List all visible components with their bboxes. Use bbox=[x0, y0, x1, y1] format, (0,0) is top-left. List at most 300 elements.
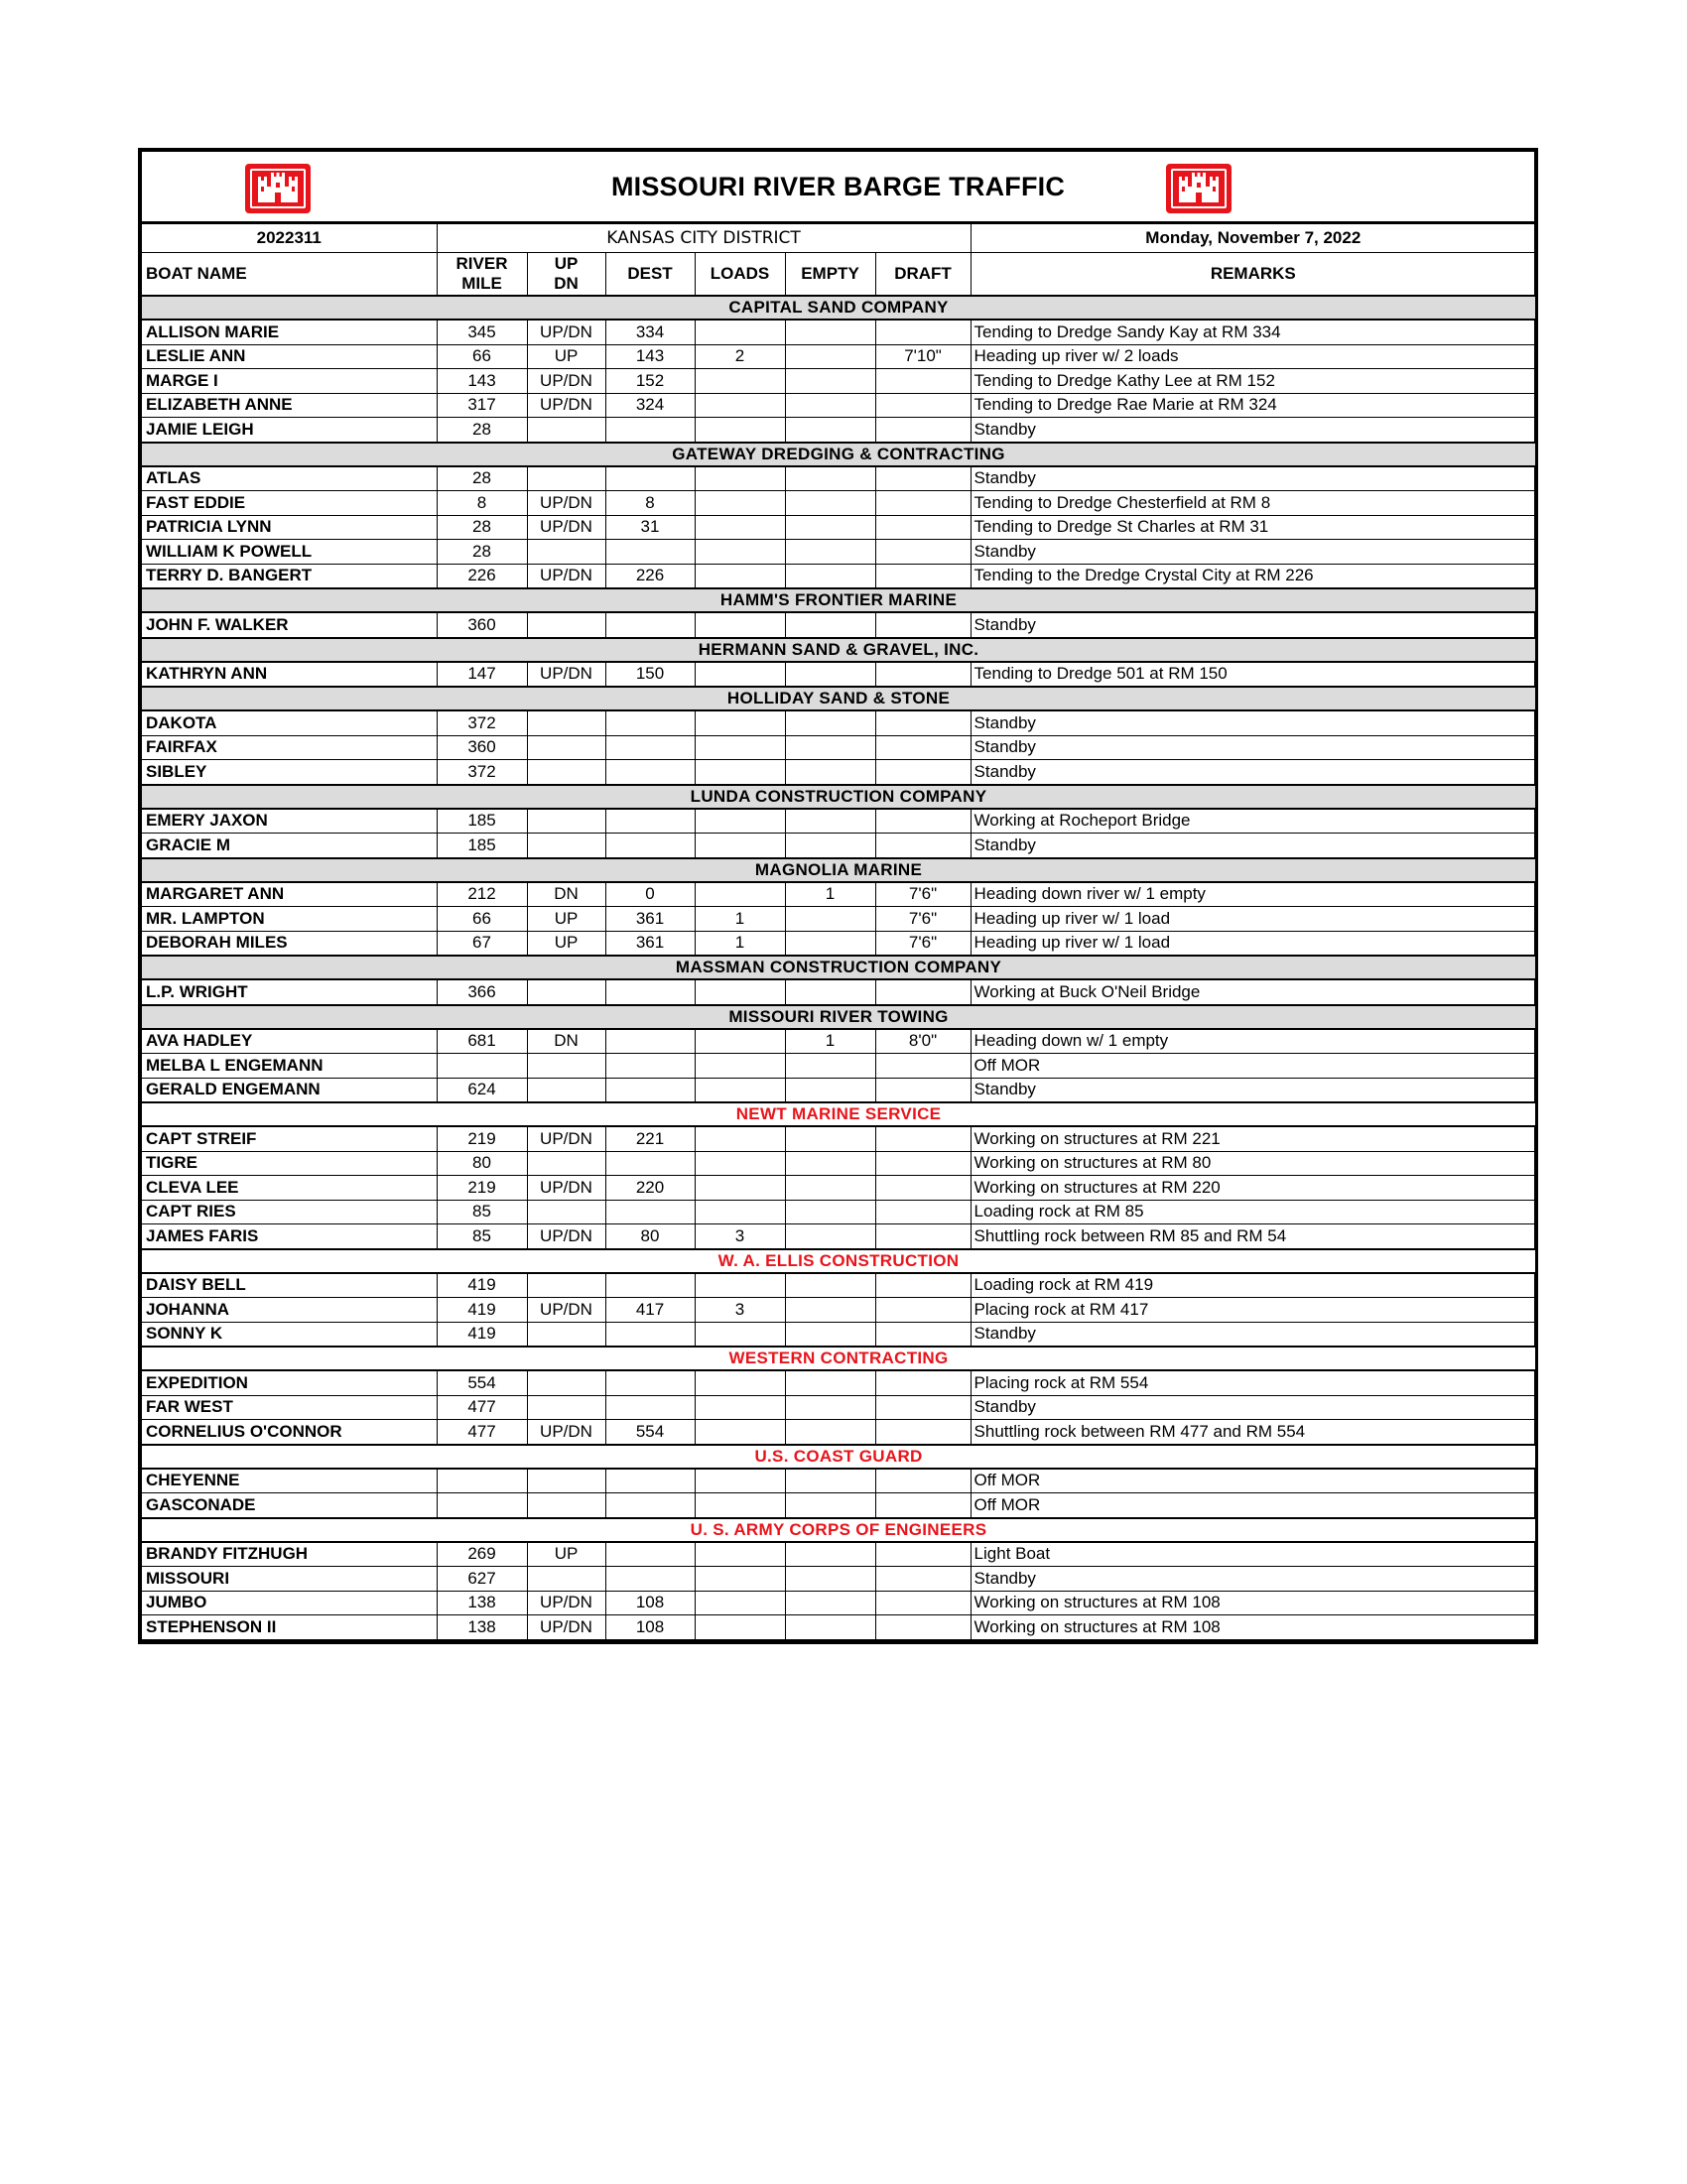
boat-row bbox=[142, 344, 1535, 369]
cell-boat-name: GERALD ENGEMANN bbox=[142, 1078, 437, 1102]
cell-up-dn bbox=[527, 1078, 605, 1102]
boat-row bbox=[142, 1176, 1535, 1201]
cell-dest bbox=[605, 710, 695, 735]
cell-river-mile: 419 bbox=[437, 1273, 527, 1298]
cell-empty bbox=[785, 1420, 875, 1445]
cell-river-mile: 345 bbox=[437, 320, 527, 344]
cell-river-mile: 269 bbox=[437, 1542, 527, 1567]
cell-up-dn: UP/DN bbox=[527, 1176, 605, 1201]
cell-loads bbox=[695, 1469, 785, 1493]
cell-draft bbox=[875, 564, 971, 588]
cell-draft bbox=[875, 1298, 971, 1323]
cell-empty bbox=[785, 735, 875, 760]
company-header bbox=[142, 1102, 1535, 1126]
cell-river-mile: 8 bbox=[437, 491, 527, 516]
cell-boat-name: TIGRE bbox=[142, 1151, 437, 1176]
cell-draft: 7'6" bbox=[875, 907, 971, 932]
cell-loads: 2 bbox=[695, 344, 785, 369]
cell-river-mile: 28 bbox=[437, 418, 527, 443]
cell-empty bbox=[785, 1224, 875, 1249]
cell-draft bbox=[875, 1200, 971, 1224]
cell-boat-name: CORNELIUS O'CONNOR bbox=[142, 1420, 437, 1445]
boat-row bbox=[142, 1420, 1535, 1445]
boat-row bbox=[142, 1126, 1535, 1151]
cell-draft bbox=[875, 809, 971, 834]
cell-remarks: Standby bbox=[971, 1567, 1535, 1592]
boat-row bbox=[142, 1298, 1535, 1323]
cell-up-dn: UP/DN bbox=[527, 1420, 605, 1445]
cell-up-dn: UP/DN bbox=[527, 564, 605, 588]
col-river-mile: RIVER MILE bbox=[437, 253, 527, 297]
cell-loads bbox=[695, 1176, 785, 1201]
cell-dest: 361 bbox=[605, 931, 695, 956]
cell-boat-name: MISSOURI bbox=[142, 1567, 437, 1592]
cell-boat-name: CHEYENNE bbox=[142, 1469, 437, 1493]
boat-row bbox=[142, 1200, 1535, 1224]
cell-boat-name: JUMBO bbox=[142, 1591, 437, 1615]
cell-boat-name: MELBA L ENGEMANN bbox=[142, 1054, 437, 1079]
cell-up-dn bbox=[527, 1200, 605, 1224]
cell-boat-name: CAPT RIES bbox=[142, 1200, 437, 1224]
cell-up-dn: UP/DN bbox=[527, 1224, 605, 1249]
cell-river-mile: 66 bbox=[437, 344, 527, 369]
boat-row bbox=[142, 515, 1535, 540]
col-boat-name: BOAT NAME bbox=[142, 253, 437, 297]
cell-draft bbox=[875, 393, 971, 418]
cell-boat-name: JOHN F. WALKER bbox=[142, 612, 437, 638]
cell-loads: 3 bbox=[695, 1298, 785, 1323]
cell-loads bbox=[695, 760, 785, 785]
cell-up-dn: DN bbox=[527, 882, 605, 907]
cell-river-mile: 143 bbox=[437, 369, 527, 394]
cell-remarks: Working on structures at RM 80 bbox=[971, 1151, 1535, 1176]
cell-draft bbox=[875, 612, 971, 638]
boat-row bbox=[142, 907, 1535, 932]
cell-dest: 8 bbox=[605, 491, 695, 516]
cell-loads bbox=[695, 979, 785, 1005]
cell-remarks: Working at Buck O'Neil Bridge bbox=[971, 979, 1535, 1005]
company-header bbox=[142, 1249, 1535, 1273]
cell-river-mile: 419 bbox=[437, 1298, 527, 1323]
cell-remarks: Working on structures at RM 108 bbox=[971, 1615, 1535, 1640]
boat-row bbox=[142, 1322, 1535, 1347]
company-name: MISSOURI RIVER TOWING bbox=[142, 1005, 1535, 1029]
cell-dest bbox=[605, 1029, 695, 1054]
cell-dest bbox=[605, 540, 695, 565]
cell-boat-name: STEPHENSON II bbox=[142, 1615, 437, 1640]
company-name: U. S. ARMY CORPS OF ENGINEERS bbox=[142, 1518, 1535, 1542]
cell-remarks: Tending to Dredge Kathy Lee at RM 152 bbox=[971, 369, 1535, 394]
boat-row bbox=[142, 1615, 1535, 1640]
cell-remarks: Loading rock at RM 419 bbox=[971, 1273, 1535, 1298]
cell-river-mile bbox=[437, 1493, 527, 1518]
cell-river-mile: 219 bbox=[437, 1126, 527, 1151]
cell-dest bbox=[605, 466, 695, 491]
cell-draft bbox=[875, 1224, 971, 1249]
cell-loads bbox=[695, 1493, 785, 1518]
cell-loads bbox=[695, 834, 785, 858]
cell-up-dn: UP/DN bbox=[527, 515, 605, 540]
cell-empty bbox=[785, 710, 875, 735]
cell-draft bbox=[875, 1176, 971, 1201]
cell-up-dn: UP/DN bbox=[527, 662, 605, 688]
cell-river-mile: 138 bbox=[437, 1615, 527, 1640]
cell-remarks: Tending to the Dredge Crystal City at RM 226 bbox=[971, 564, 1535, 588]
cell-empty bbox=[785, 1395, 875, 1420]
boat-row bbox=[142, 1370, 1535, 1395]
cell-remarks: Shuttling rock between RM 477 and RM 554 bbox=[971, 1420, 1535, 1445]
cell-remarks: Standby bbox=[971, 735, 1535, 760]
cell-dest: 221 bbox=[605, 1126, 695, 1151]
cell-remarks: Heading down w/ 1 empty bbox=[971, 1029, 1535, 1054]
cell-river-mile bbox=[437, 1469, 527, 1493]
cell-river-mile: 681 bbox=[437, 1029, 527, 1054]
boat-row bbox=[142, 1054, 1535, 1079]
boat-row bbox=[142, 612, 1535, 638]
cell-boat-name: JAMES FARIS bbox=[142, 1224, 437, 1249]
cell-dest bbox=[605, 1395, 695, 1420]
cell-dest: 80 bbox=[605, 1224, 695, 1249]
cell-empty bbox=[785, 979, 875, 1005]
cell-boat-name: BRANDY FITZHUGH bbox=[142, 1542, 437, 1567]
cell-draft: 8'0" bbox=[875, 1029, 971, 1054]
cell-loads bbox=[695, 612, 785, 638]
cell-up-dn bbox=[527, 809, 605, 834]
boat-row bbox=[142, 931, 1535, 956]
cell-loads bbox=[695, 466, 785, 491]
cell-loads bbox=[695, 809, 785, 834]
cell-remarks: Standby bbox=[971, 540, 1535, 565]
cell-dest bbox=[605, 1200, 695, 1224]
cell-loads bbox=[695, 1370, 785, 1395]
cell-remarks: Working at Rocheport Bridge bbox=[971, 809, 1535, 834]
cell-draft bbox=[875, 1542, 971, 1567]
cell-boat-name: PATRICIA LYNN bbox=[142, 515, 437, 540]
cell-up-dn bbox=[527, 540, 605, 565]
cell-boat-name: TERRY D. BANGERT bbox=[142, 564, 437, 588]
cell-draft bbox=[875, 1054, 971, 1079]
cell-empty bbox=[785, 1322, 875, 1347]
company-header bbox=[142, 785, 1535, 809]
cell-loads: 3 bbox=[695, 1224, 785, 1249]
cell-empty: 1 bbox=[785, 882, 875, 907]
cell-dest: 417 bbox=[605, 1298, 695, 1323]
cell-draft bbox=[875, 1273, 971, 1298]
cell-draft bbox=[875, 979, 971, 1005]
company-name: NEWT MARINE SERVICE bbox=[142, 1102, 1535, 1126]
boat-row bbox=[142, 540, 1535, 565]
cell-dest bbox=[605, 418, 695, 443]
cell-boat-name: DAKOTA bbox=[142, 710, 437, 735]
cell-boat-name: ELIZABETH ANNE bbox=[142, 393, 437, 418]
cell-river-mile: 366 bbox=[437, 979, 527, 1005]
cell-remarks: Working on structures at RM 108 bbox=[971, 1591, 1535, 1615]
cell-river-mile: 419 bbox=[437, 1322, 527, 1347]
company-name: LUNDA CONSTRUCTION COMPANY bbox=[142, 785, 1535, 809]
cell-dest: 143 bbox=[605, 344, 695, 369]
cell-up-dn: DN bbox=[527, 1029, 605, 1054]
cell-river-mile: 66 bbox=[437, 907, 527, 932]
col-draft: DRAFT bbox=[875, 253, 971, 297]
cell-dest bbox=[605, 1322, 695, 1347]
cell-up-dn bbox=[527, 760, 605, 785]
company-header bbox=[142, 638, 1535, 662]
cell-draft bbox=[875, 369, 971, 394]
cell-boat-name: LESLIE ANN bbox=[142, 344, 437, 369]
cell-river-mile bbox=[437, 1054, 527, 1079]
cell-loads bbox=[695, 491, 785, 516]
cell-boat-name: FAST EDDIE bbox=[142, 491, 437, 516]
cell-loads bbox=[695, 882, 785, 907]
cell-empty bbox=[785, 931, 875, 956]
cell-empty bbox=[785, 1078, 875, 1102]
boat-row bbox=[142, 1542, 1535, 1567]
cell-up-dn bbox=[527, 1054, 605, 1079]
boat-row bbox=[142, 320, 1535, 344]
boat-row bbox=[142, 1224, 1535, 1249]
cell-boat-name: DEBORAH MILES bbox=[142, 931, 437, 956]
cell-empty bbox=[785, 515, 875, 540]
cell-river-mile: 624 bbox=[437, 1078, 527, 1102]
boat-row bbox=[142, 1078, 1535, 1102]
cell-up-dn: UP/DN bbox=[527, 491, 605, 516]
cell-loads bbox=[695, 1591, 785, 1615]
cell-dest bbox=[605, 1542, 695, 1567]
cell-empty bbox=[785, 662, 875, 688]
cell-remarks: Tending to Dredge Chesterfield at RM 8 bbox=[971, 491, 1535, 516]
cell-boat-name: FAIRFAX bbox=[142, 735, 437, 760]
cell-river-mile: 477 bbox=[437, 1395, 527, 1420]
cell-up-dn: UP/DN bbox=[527, 1126, 605, 1151]
company-header bbox=[142, 1445, 1535, 1469]
barge-traffic-report bbox=[138, 148, 1538, 1644]
district-name: KANSAS CITY DISTRICT bbox=[437, 224, 971, 253]
cell-draft bbox=[875, 760, 971, 785]
cell-up-dn bbox=[527, 418, 605, 443]
cell-up-dn bbox=[527, 1322, 605, 1347]
cell-dest: 108 bbox=[605, 1591, 695, 1615]
cell-empty bbox=[785, 907, 875, 932]
cell-boat-name: SIBLEY bbox=[142, 760, 437, 785]
company-name: GATEWAY DREDGING & CONTRACTING bbox=[142, 443, 1535, 466]
cell-loads bbox=[695, 662, 785, 688]
cell-up-dn bbox=[527, 735, 605, 760]
cell-empty bbox=[785, 1370, 875, 1395]
cell-loads bbox=[695, 1322, 785, 1347]
col-up-dn: UP DN bbox=[527, 253, 605, 297]
boat-row bbox=[142, 834, 1535, 858]
cell-river-mile: 85 bbox=[437, 1200, 527, 1224]
cell-loads bbox=[695, 710, 785, 735]
cell-remarks: Loading rock at RM 85 bbox=[971, 1200, 1535, 1224]
cell-loads bbox=[695, 515, 785, 540]
boat-row bbox=[142, 466, 1535, 491]
cell-river-mile: 185 bbox=[437, 809, 527, 834]
cell-boat-name: AVA HADLEY bbox=[142, 1029, 437, 1054]
boat-row bbox=[142, 1469, 1535, 1493]
cell-boat-name: EMERY JAXON bbox=[142, 809, 437, 834]
cell-dest bbox=[605, 1469, 695, 1493]
col-loads: LOADS bbox=[695, 253, 785, 297]
cell-up-dn: UP/DN bbox=[527, 393, 605, 418]
cell-boat-name: KATHRYN ANN bbox=[142, 662, 437, 688]
boat-row bbox=[142, 710, 1535, 735]
cell-empty bbox=[785, 1200, 875, 1224]
boat-row bbox=[142, 564, 1535, 588]
boat-row bbox=[142, 809, 1535, 834]
cell-remarks: Heading up river w/ 2 loads bbox=[971, 344, 1535, 369]
cell-boat-name: MARGE I bbox=[142, 369, 437, 394]
cell-dest: 226 bbox=[605, 564, 695, 588]
boat-row bbox=[142, 1151, 1535, 1176]
cell-boat-name: WILLIAM K POWELL bbox=[142, 540, 437, 565]
company-name: WESTERN CONTRACTING bbox=[142, 1347, 1535, 1370]
cell-draft bbox=[875, 320, 971, 344]
cell-dest: 0 bbox=[605, 882, 695, 907]
cell-dest: 324 bbox=[605, 393, 695, 418]
cell-loads bbox=[695, 540, 785, 565]
cell-river-mile: 317 bbox=[437, 393, 527, 418]
cell-draft bbox=[875, 1591, 971, 1615]
cell-loads bbox=[695, 1567, 785, 1592]
cell-draft bbox=[875, 515, 971, 540]
cell-empty bbox=[785, 1176, 875, 1201]
cell-river-mile: 147 bbox=[437, 662, 527, 688]
page-title: MISSOURI RIVER BARGE TRAFFIC bbox=[610, 172, 1066, 201]
boat-row bbox=[142, 1493, 1535, 1518]
cell-dest: 152 bbox=[605, 369, 695, 394]
cell-loads bbox=[695, 564, 785, 588]
cell-dest bbox=[605, 735, 695, 760]
cell-empty bbox=[785, 1615, 875, 1640]
company-header bbox=[142, 1005, 1535, 1029]
cell-river-mile: 80 bbox=[437, 1151, 527, 1176]
cell-remarks: Off MOR bbox=[971, 1469, 1535, 1493]
cell-dest bbox=[605, 1370, 695, 1395]
cell-draft: 7'10" bbox=[875, 344, 971, 369]
cell-up-dn: UP bbox=[527, 907, 605, 932]
boat-row bbox=[142, 1029, 1535, 1054]
cell-remarks: Off MOR bbox=[971, 1054, 1535, 1079]
cell-empty bbox=[785, 1469, 875, 1493]
cell-loads bbox=[695, 393, 785, 418]
cell-loads bbox=[695, 735, 785, 760]
cell-river-mile: 28 bbox=[437, 515, 527, 540]
cell-river-mile: 28 bbox=[437, 466, 527, 491]
cell-draft bbox=[875, 710, 971, 735]
cell-empty bbox=[785, 393, 875, 418]
cell-remarks: Working on structures at RM 220 bbox=[971, 1176, 1535, 1201]
cell-remarks: Placing rock at RM 417 bbox=[971, 1298, 1535, 1323]
cell-up-dn: UP/DN bbox=[527, 369, 605, 394]
cell-remarks: Shuttling rock between RM 85 and RM 54 bbox=[971, 1224, 1535, 1249]
cell-up-dn: UP/DN bbox=[527, 1591, 605, 1615]
cell-up-dn bbox=[527, 1567, 605, 1592]
cell-empty bbox=[785, 1273, 875, 1298]
cell-river-mile: 85 bbox=[437, 1224, 527, 1249]
cell-river-mile: 372 bbox=[437, 760, 527, 785]
boat-row bbox=[142, 491, 1535, 516]
cell-river-mile: 554 bbox=[437, 1370, 527, 1395]
cell-draft bbox=[875, 1420, 971, 1445]
cell-up-dn bbox=[527, 1395, 605, 1420]
cell-up-dn bbox=[527, 466, 605, 491]
cell-dest bbox=[605, 1078, 695, 1102]
cell-dest: 108 bbox=[605, 1615, 695, 1640]
cell-remarks: Standby bbox=[971, 1078, 1535, 1102]
cell-empty bbox=[785, 320, 875, 344]
company-header bbox=[142, 588, 1535, 612]
cell-empty bbox=[785, 1567, 875, 1592]
cell-remarks: Tending to Dredge Sandy Kay at RM 334 bbox=[971, 320, 1535, 344]
cell-loads bbox=[695, 1615, 785, 1640]
company-header bbox=[142, 687, 1535, 710]
cell-up-dn bbox=[527, 1469, 605, 1493]
cell-draft bbox=[875, 491, 971, 516]
cell-remarks: Standby bbox=[971, 418, 1535, 443]
company-name: HAMM'S FRONTIER MARINE bbox=[142, 588, 1535, 612]
cell-loads bbox=[695, 1395, 785, 1420]
cell-loads bbox=[695, 1078, 785, 1102]
cell-up-dn bbox=[527, 1151, 605, 1176]
company-name: U.S. COAST GUARD bbox=[142, 1445, 1535, 1469]
cell-dest: 31 bbox=[605, 515, 695, 540]
cell-remarks: Light Boat bbox=[971, 1542, 1535, 1567]
cell-remarks: Standby bbox=[971, 1322, 1535, 1347]
cell-remarks: Tending to Dredge Rae Marie at RM 324 bbox=[971, 393, 1535, 418]
cell-river-mile: 372 bbox=[437, 710, 527, 735]
cell-river-mile: 185 bbox=[437, 834, 527, 858]
cell-up-dn bbox=[527, 979, 605, 1005]
cell-draft bbox=[875, 1493, 971, 1518]
cell-dest: 150 bbox=[605, 662, 695, 688]
cell-draft bbox=[875, 735, 971, 760]
cell-empty bbox=[785, 612, 875, 638]
cell-draft bbox=[875, 1567, 971, 1592]
cell-loads bbox=[695, 1151, 785, 1176]
cell-empty bbox=[785, 540, 875, 565]
company-header bbox=[142, 443, 1535, 466]
report-id: 2022311 bbox=[142, 224, 437, 253]
cell-dest: 220 bbox=[605, 1176, 695, 1201]
boat-row bbox=[142, 979, 1535, 1005]
cell-remarks: Heading down river w/ 1 empty bbox=[971, 882, 1535, 907]
cell-draft bbox=[875, 418, 971, 443]
barge-table bbox=[142, 224, 1535, 1640]
cell-draft bbox=[875, 1078, 971, 1102]
cell-empty bbox=[785, 564, 875, 588]
cell-boat-name: ALLISON MARIE bbox=[142, 320, 437, 344]
cell-loads bbox=[695, 1126, 785, 1151]
cell-dest bbox=[605, 1054, 695, 1079]
company-header bbox=[142, 1347, 1535, 1370]
cell-draft bbox=[875, 1151, 971, 1176]
cell-boat-name: CAPT STREIF bbox=[142, 1126, 437, 1151]
company-header bbox=[142, 296, 1535, 320]
cell-dest bbox=[605, 1493, 695, 1518]
cell-boat-name: MR. LAMPTON bbox=[142, 907, 437, 932]
column-header-row bbox=[142, 253, 1535, 297]
cell-empty bbox=[785, 1126, 875, 1151]
cell-up-dn: UP/DN bbox=[527, 1615, 605, 1640]
cell-up-dn bbox=[527, 710, 605, 735]
cell-remarks: Standby bbox=[971, 710, 1535, 735]
cell-draft: 7'6" bbox=[875, 931, 971, 956]
cell-loads bbox=[695, 1054, 785, 1079]
cell-remarks: Tending to Dredge St Charles at RM 31 bbox=[971, 515, 1535, 540]
cell-dest: 361 bbox=[605, 907, 695, 932]
cell-river-mile: 627 bbox=[437, 1567, 527, 1592]
